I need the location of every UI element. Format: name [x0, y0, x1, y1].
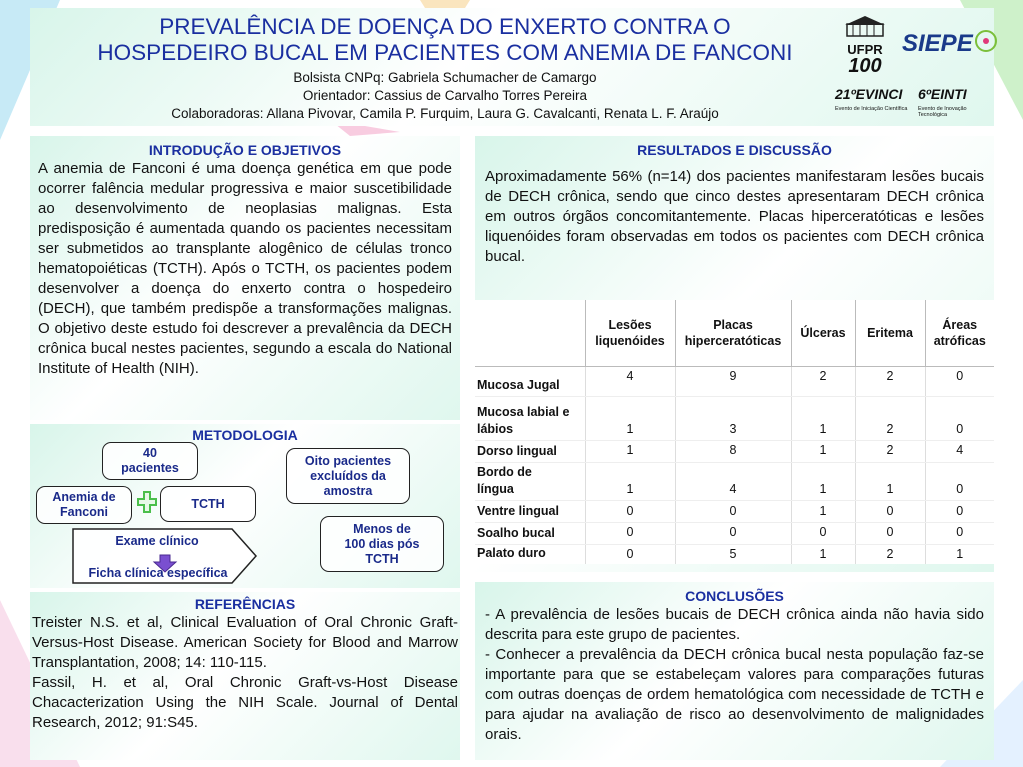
table-row	[475, 396, 994, 440]
excluded-line-3: amostra	[323, 483, 373, 498]
table-cell: 4	[675, 462, 791, 500]
form-label: Ficha clínica específica	[88, 566, 228, 580]
results-table	[475, 300, 994, 564]
table-cell: 8	[675, 440, 791, 462]
evinci-label: 21ºEVINCI	[835, 86, 903, 102]
methods-panel	[30, 424, 460, 588]
table-cell: 0	[675, 522, 791, 544]
table-row	[475, 462, 994, 500]
row-label: Bordo de língua	[475, 462, 585, 500]
table-row	[475, 522, 994, 544]
title-line-1: PREVALÊNCIA DE DOENÇA DO ENXERTO CONTRA O	[159, 14, 731, 39]
excluded-line-2: excluídos da	[310, 468, 386, 483]
anemia-box	[36, 486, 132, 524]
table-cell: 1	[925, 544, 994, 564]
tcth-box	[160, 486, 256, 522]
table-cell: 5	[675, 544, 791, 564]
table-cell: 1	[585, 440, 675, 462]
table-cell: 0	[925, 462, 994, 500]
poster-header	[30, 8, 994, 126]
table-cell: 0	[925, 366, 994, 396]
table-cell: 1	[791, 500, 855, 522]
ufpr-logo	[835, 16, 895, 76]
table-cell: 1	[855, 462, 925, 500]
table-cell: 0	[585, 500, 675, 522]
collaborators-line: Colaboradoras: Allana Pivovar, Camila P. Furquim, Laura G. Cavalcanti, Renata L. F. Araújo	[171, 106, 719, 121]
evinci-caption: Evento de Iniciação Científica	[835, 106, 908, 112]
table-row	[475, 366, 994, 396]
results-title: RESULTADOS E DISCUSSÃO	[637, 142, 832, 158]
table-cell: 1	[791, 396, 855, 440]
row-label: Soalho bucal	[475, 522, 585, 544]
table-cell: 0	[675, 500, 791, 522]
row-label: Mucosa labial e lábios	[475, 396, 585, 440]
table-cell: 0	[791, 522, 855, 544]
references-panel	[30, 592, 460, 760]
col-header-liquenoid: Lesões liquenóides	[585, 300, 675, 366]
intro-panel	[30, 136, 460, 420]
anemia-line-1: Anemia de	[52, 490, 116, 504]
table-cell: 2	[855, 366, 925, 396]
evinci-logo	[835, 86, 915, 112]
table-cell: 2	[855, 396, 925, 440]
building-icon	[845, 16, 885, 38]
row-label: Dorso lingual	[475, 440, 585, 462]
table-cell: 4	[925, 440, 994, 462]
table-cell: 2	[791, 366, 855, 396]
table-cell: 0	[925, 522, 994, 544]
advisor-line: Orientador: Cassius de Carvalho Torres Pereira	[302, 88, 588, 103]
col-header-plaques: Placas hiperceratóticas	[675, 300, 791, 366]
row-label: Ventre lingual	[475, 500, 585, 522]
einti-caption: Evento de Inovação Tecnológica	[918, 106, 967, 118]
table-cell: 1	[585, 462, 675, 500]
ufpr-100-label: 100	[848, 55, 882, 77]
table-cell: 2	[855, 544, 925, 564]
einti-logo	[918, 86, 994, 118]
scholar-line: Bolsista CNPq: Gabriela Schumacher de Camargo	[293, 70, 597, 85]
table-cell: 0	[925, 396, 994, 440]
table-cell: 0	[585, 522, 675, 544]
reference-1: Treister N.S. et al, Clinical Evaluation of Oral Chronic Graft-Versus-Host Disease. American Society for Blood and Marrow Transplantation, 2008; 14: 110-115.	[32, 614, 458, 671]
table-row	[475, 544, 994, 564]
table-cell: 1	[791, 462, 855, 500]
table-cell: 0	[855, 500, 925, 522]
title-line-2: HOSPEDEIRO BUCAL EM PACIENTES COM ANEMIA DE FANCONI	[97, 40, 793, 65]
poster-title	[30, 14, 860, 66]
einti-label: 6ºEINTI	[918, 86, 967, 102]
excluded-line-1: Oito pacientes	[304, 453, 392, 468]
exam-label: Exame clínico	[115, 534, 199, 548]
conclusion-item-1: - A prevalência de lesões bucais de DECH crônica ainda não havia sido descrita para este grupo de pacientes.	[485, 606, 984, 643]
plus-icon	[136, 490, 158, 514]
table-header-row	[475, 300, 994, 366]
col-header-ulcers: Úlceras	[791, 300, 855, 366]
table-cell: 0	[925, 500, 994, 522]
table-cell: 1	[791, 440, 855, 462]
intro-title: INTRODUÇÃO E OBJETIVOS	[148, 142, 342, 158]
table-cell: 0	[585, 544, 675, 564]
row-label: Mucosa Jugal	[475, 366, 585, 396]
conclusion-item-2: - Conhecer a prevalência da DECH crônica bucal nesta população faz-se importante para que se estabeleçam valores para comparações futuras com outras doenças de ordem hematológica com necessidade de TCTH e para ajudar na avaliação de risco ao desenvolvimento de malignidades orais.	[485, 646, 984, 743]
tcth-label: TCTH	[191, 496, 225, 511]
col-header-atrophic: Áreas atróficas	[925, 300, 994, 366]
less-line-3: TCTH	[365, 551, 399, 566]
table-cell: 2	[855, 440, 925, 462]
reference-2: Fassil, H. et al, Oral Chronic Graft-vs-Host Disease Chacacterization Using the NIH Scale. Journal of Dental Research, 2012; 91:S45.	[32, 674, 458, 731]
table-corner-cell	[475, 300, 585, 366]
conclusions-panel	[475, 582, 994, 760]
references-title: REFERÊNCIAS	[194, 596, 296, 612]
patients-label: pacientes	[121, 461, 179, 475]
less-line-1: Menos de	[353, 521, 411, 536]
col-header-erythema: Eritema	[855, 300, 925, 366]
table-cell: 9	[675, 366, 791, 396]
table-cell: 1	[791, 544, 855, 564]
table-row	[475, 440, 994, 462]
row-label: Palato duro	[477, 546, 546, 560]
patients-box	[102, 442, 198, 480]
results-text: Aproximadamente 56% (n=14) dos pacientes manifestaram lesões bucais de DECH crônica, sendo que cinco destes apresentaram DECH crônica em outros órgãos concomitantemente. Placas hiperceratóticas e lesões liquenóides foram observadas em todos os pacientes com DECH crônica bucal.	[485, 168, 984, 265]
less-line-2: 100 dias pós	[344, 536, 420, 551]
table-cell: 1	[585, 396, 675, 440]
intro-text: A anemia de Fanconi é uma doença genética em que pode ocorrer falência medular progressiva e maior suscetibilidade ao desenvolvimento de neoplasias malignas. Esta predisposição é aumentada quando os pacientes necessitam ser submetidos ao transplante alogênico de células tronco hematopoiéticas (TCTH). Após o TCTH, os pacientes podem desenvolver a doença do enxerto contra o hospedeiro (DECH), que também predispõe a transformações malignas. O objetivo deste estudo foi descrever a prevalência da DECH crônica bucal nestes pacientes, segundo a escala do National Institute of Health (NIH).	[38, 160, 452, 377]
anemia-line-2: Fanconi	[60, 505, 108, 519]
table-cell: 0	[855, 522, 925, 544]
excluded-box	[286, 448, 410, 504]
table-cell: 3	[675, 396, 791, 440]
table-row	[475, 500, 994, 522]
siepe-label: SIEPE	[902, 30, 973, 57]
siepe-swirl-icon	[974, 26, 998, 56]
conclusions-title: CONCLUSÕES	[685, 588, 784, 604]
methods-title: METODOLOGIA	[192, 427, 298, 443]
ufpr-label: UFPR	[847, 42, 883, 57]
patients-count: 40	[143, 446, 157, 460]
less-than-100-days-box	[320, 516, 444, 572]
table-cell: 4	[585, 366, 675, 396]
results-panel	[475, 136, 994, 572]
